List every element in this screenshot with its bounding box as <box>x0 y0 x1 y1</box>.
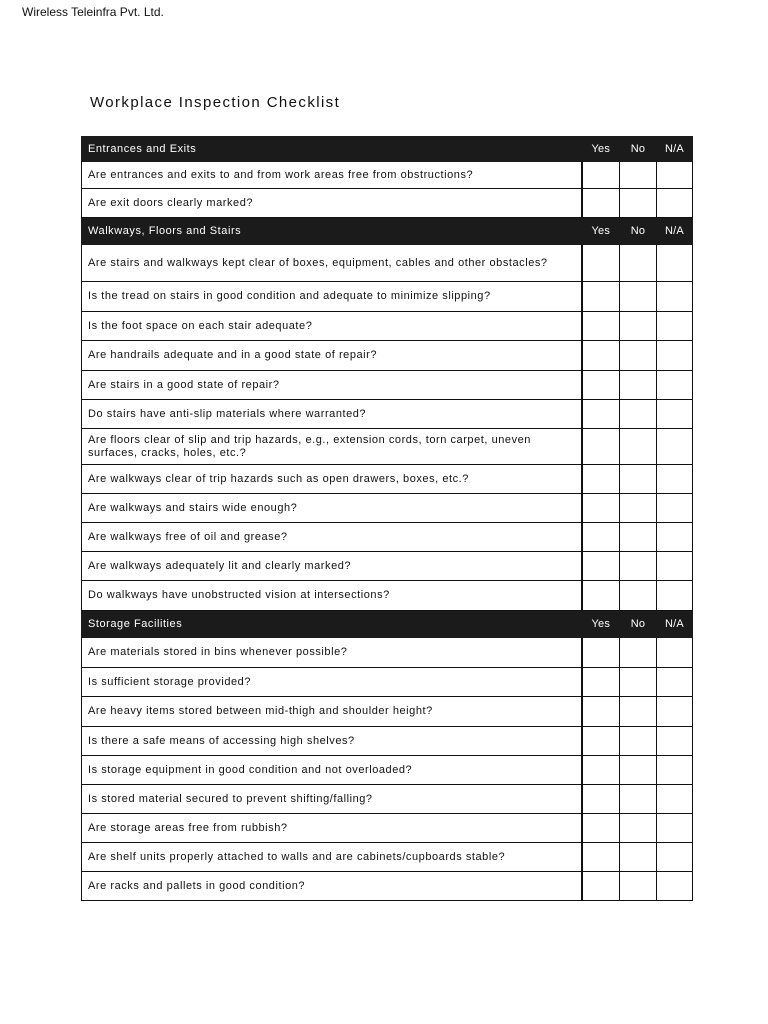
table-row <box>82 814 693 843</box>
page-title: Workplace Inspection Checklist <box>90 94 341 111</box>
answer-yes-cell[interactable] <box>582 552 620 581</box>
column-na-label: N/A <box>657 611 693 638</box>
table-row <box>82 162 693 189</box>
table-row <box>82 638 693 668</box>
answer-no-cell[interactable] <box>620 638 657 668</box>
answer-no-cell[interactable] <box>620 814 657 843</box>
column-no-label: No <box>620 611 657 638</box>
table-row <box>82 189 693 218</box>
table-row <box>82 785 693 814</box>
question-text: Is sufficient storage provided? <box>82 668 582 697</box>
answer-na-cell[interactable] <box>657 872 693 901</box>
answer-no-cell[interactable] <box>620 341 657 371</box>
question-text: Are walkways and stairs wide enough? <box>82 494 582 523</box>
question-text: Are entrances and exits to and from work areas free from obstructions? <box>82 162 582 189</box>
table-row <box>82 727 693 756</box>
column-yes-label: Yes <box>582 137 620 162</box>
answer-no-cell[interactable] <box>620 245 657 282</box>
answer-yes-cell[interactable] <box>582 371 620 400</box>
answer-yes-cell[interactable] <box>582 312 620 341</box>
table-row <box>82 341 693 371</box>
question-text: Are materials stored in bins whenever possible? <box>82 638 582 668</box>
question-text: Is there a safe means of accessing high shelves? <box>82 727 582 756</box>
answer-na-cell[interactable] <box>657 429 693 465</box>
answer-yes-cell[interactable] <box>582 465 620 494</box>
column-no-label: No <box>620 137 657 162</box>
answer-yes-cell[interactable] <box>582 429 620 465</box>
question-text: Is storage equipment in good condition and not overloaded? <box>82 756 582 785</box>
answer-yes-cell[interactable] <box>582 727 620 756</box>
question-text: Are floors clear of slip and trip hazards, e.g., extension cords, torn carpet, uneven surfaces, cracks, holes, etc.? <box>82 429 582 465</box>
answer-na-cell[interactable] <box>657 494 693 523</box>
section-title: Walkways, Floors and Stairs <box>82 218 582 245</box>
table-row <box>82 494 693 523</box>
table-row <box>82 523 693 552</box>
answer-yes-cell[interactable] <box>582 494 620 523</box>
question-text: Are exit doors clearly marked? <box>82 189 582 218</box>
answer-na-cell[interactable] <box>657 465 693 494</box>
answer-yes-cell[interactable] <box>582 843 620 872</box>
answer-na-cell[interactable] <box>657 371 693 400</box>
answer-yes-cell[interactable] <box>582 162 620 189</box>
answer-no-cell[interactable] <box>620 312 657 341</box>
answer-no-cell[interactable] <box>620 552 657 581</box>
section-title: Entrances and Exits <box>82 137 582 162</box>
question-text: Is stored material secured to prevent shifting/falling? <box>82 785 582 814</box>
table-row <box>82 400 693 429</box>
answer-no-cell[interactable] <box>620 282 657 312</box>
table-row <box>82 429 693 465</box>
section-header-walkways-floors-stairs <box>82 218 693 245</box>
table-row <box>82 872 693 901</box>
answer-na-cell[interactable] <box>657 785 693 814</box>
answer-na-cell[interactable] <box>657 668 693 697</box>
column-yes-label: Yes <box>582 218 620 245</box>
question-text: Are handrails adequate and in a good state of repair? <box>82 341 582 371</box>
section-header-entrances-exits <box>82 137 693 162</box>
answer-no-cell[interactable] <box>620 465 657 494</box>
answer-no-cell[interactable] <box>620 162 657 189</box>
column-yes-label: Yes <box>582 611 620 638</box>
answer-na-cell[interactable] <box>657 756 693 785</box>
answer-na-cell[interactable] <box>657 814 693 843</box>
answer-yes-cell[interactable] <box>582 697 620 727</box>
question-text: Is the tread on stairs in good condition and adequate to minimize slipping? <box>82 282 582 312</box>
table-row <box>82 756 693 785</box>
table-row <box>82 282 693 312</box>
answer-yes-cell[interactable] <box>582 872 620 901</box>
table-row <box>82 552 693 581</box>
question-text: Are storage areas free from rubbish? <box>82 814 582 843</box>
answer-yes-cell[interactable] <box>582 341 620 371</box>
answer-yes-cell[interactable] <box>582 785 620 814</box>
answer-na-cell[interactable] <box>657 312 693 341</box>
table-row <box>82 668 693 697</box>
column-no-label: No <box>620 218 657 245</box>
table-row <box>82 245 693 282</box>
answer-yes-cell[interactable] <box>582 581 620 611</box>
answer-yes-cell[interactable] <box>582 189 620 218</box>
answer-no-cell[interactable] <box>620 843 657 872</box>
question-text: Are heavy items stored between mid-thigh and shoulder height? <box>82 697 582 727</box>
company-name: Wireless Teleinfra Pvt. Ltd. <box>22 5 164 19</box>
table-row <box>82 697 693 727</box>
question-text: Are walkways clear of trip hazards such as open drawers, boxes, etc.? <box>82 465 582 494</box>
answer-no-cell[interactable] <box>620 727 657 756</box>
answer-na-cell[interactable] <box>657 162 693 189</box>
table-row <box>82 581 693 611</box>
answer-na-cell[interactable] <box>657 552 693 581</box>
answer-no-cell[interactable] <box>620 697 657 727</box>
question-text: Is the foot space on each stair adequate? <box>82 312 582 341</box>
question-text: Are stairs and walkways kept clear of boxes, equipment, cables and other obstacles? <box>82 245 582 282</box>
answer-na-cell[interactable] <box>657 245 693 282</box>
question-text: Do walkways have unobstructed vision at intersections? <box>82 581 582 611</box>
answer-na-cell[interactable] <box>657 282 693 312</box>
answer-no-cell[interactable] <box>620 371 657 400</box>
answer-no-cell[interactable] <box>620 429 657 465</box>
answer-na-cell[interactable] <box>657 843 693 872</box>
answer-yes-cell[interactable] <box>582 756 620 785</box>
answer-yes-cell[interactable] <box>582 282 620 312</box>
question-text: Are stairs in a good state of repair? <box>82 371 582 400</box>
answer-no-cell[interactable] <box>620 756 657 785</box>
section-header-storage-facilities <box>82 611 693 638</box>
column-na-label: N/A <box>657 137 693 162</box>
answer-no-cell[interactable] <box>620 785 657 814</box>
inspection-checklist-table <box>81 136 693 901</box>
question-text: Are racks and pallets in good condition? <box>82 872 582 901</box>
answer-no-cell[interactable] <box>620 668 657 697</box>
answer-yes-cell[interactable] <box>582 400 620 429</box>
answer-no-cell[interactable] <box>620 581 657 611</box>
question-text: Are walkways adequately lit and clearly marked? <box>82 552 582 581</box>
answer-yes-cell[interactable] <box>582 638 620 668</box>
answer-yes-cell[interactable] <box>582 245 620 282</box>
answer-na-cell[interactable] <box>657 189 693 218</box>
table-row <box>82 843 693 872</box>
column-na-label: N/A <box>657 218 693 245</box>
answer-no-cell[interactable] <box>620 189 657 218</box>
answer-na-cell[interactable] <box>657 697 693 727</box>
answer-na-cell[interactable] <box>657 727 693 756</box>
question-text: Are walkways free of oil and grease? <box>82 523 582 552</box>
answer-no-cell[interactable] <box>620 400 657 429</box>
answer-yes-cell[interactable] <box>582 523 620 552</box>
answer-na-cell[interactable] <box>657 638 693 668</box>
table-row <box>82 465 693 494</box>
answer-yes-cell[interactable] <box>582 668 620 697</box>
question-text: Are shelf units properly attached to walls and are cabinets/cupboards stable? <box>82 843 582 872</box>
section-title: Storage Facilities <box>82 611 582 638</box>
table-row <box>82 312 693 341</box>
table-row <box>82 371 693 400</box>
answer-na-cell[interactable] <box>657 341 693 371</box>
answer-no-cell[interactable] <box>620 872 657 901</box>
answer-na-cell[interactable] <box>657 400 693 429</box>
answer-na-cell[interactable] <box>657 523 693 552</box>
answer-no-cell[interactable] <box>620 523 657 552</box>
answer-na-cell[interactable] <box>657 581 693 611</box>
answer-no-cell[interactable] <box>620 494 657 523</box>
question-text: Do stairs have anti-slip materials where warranted? <box>82 400 582 429</box>
answer-yes-cell[interactable] <box>582 814 620 843</box>
